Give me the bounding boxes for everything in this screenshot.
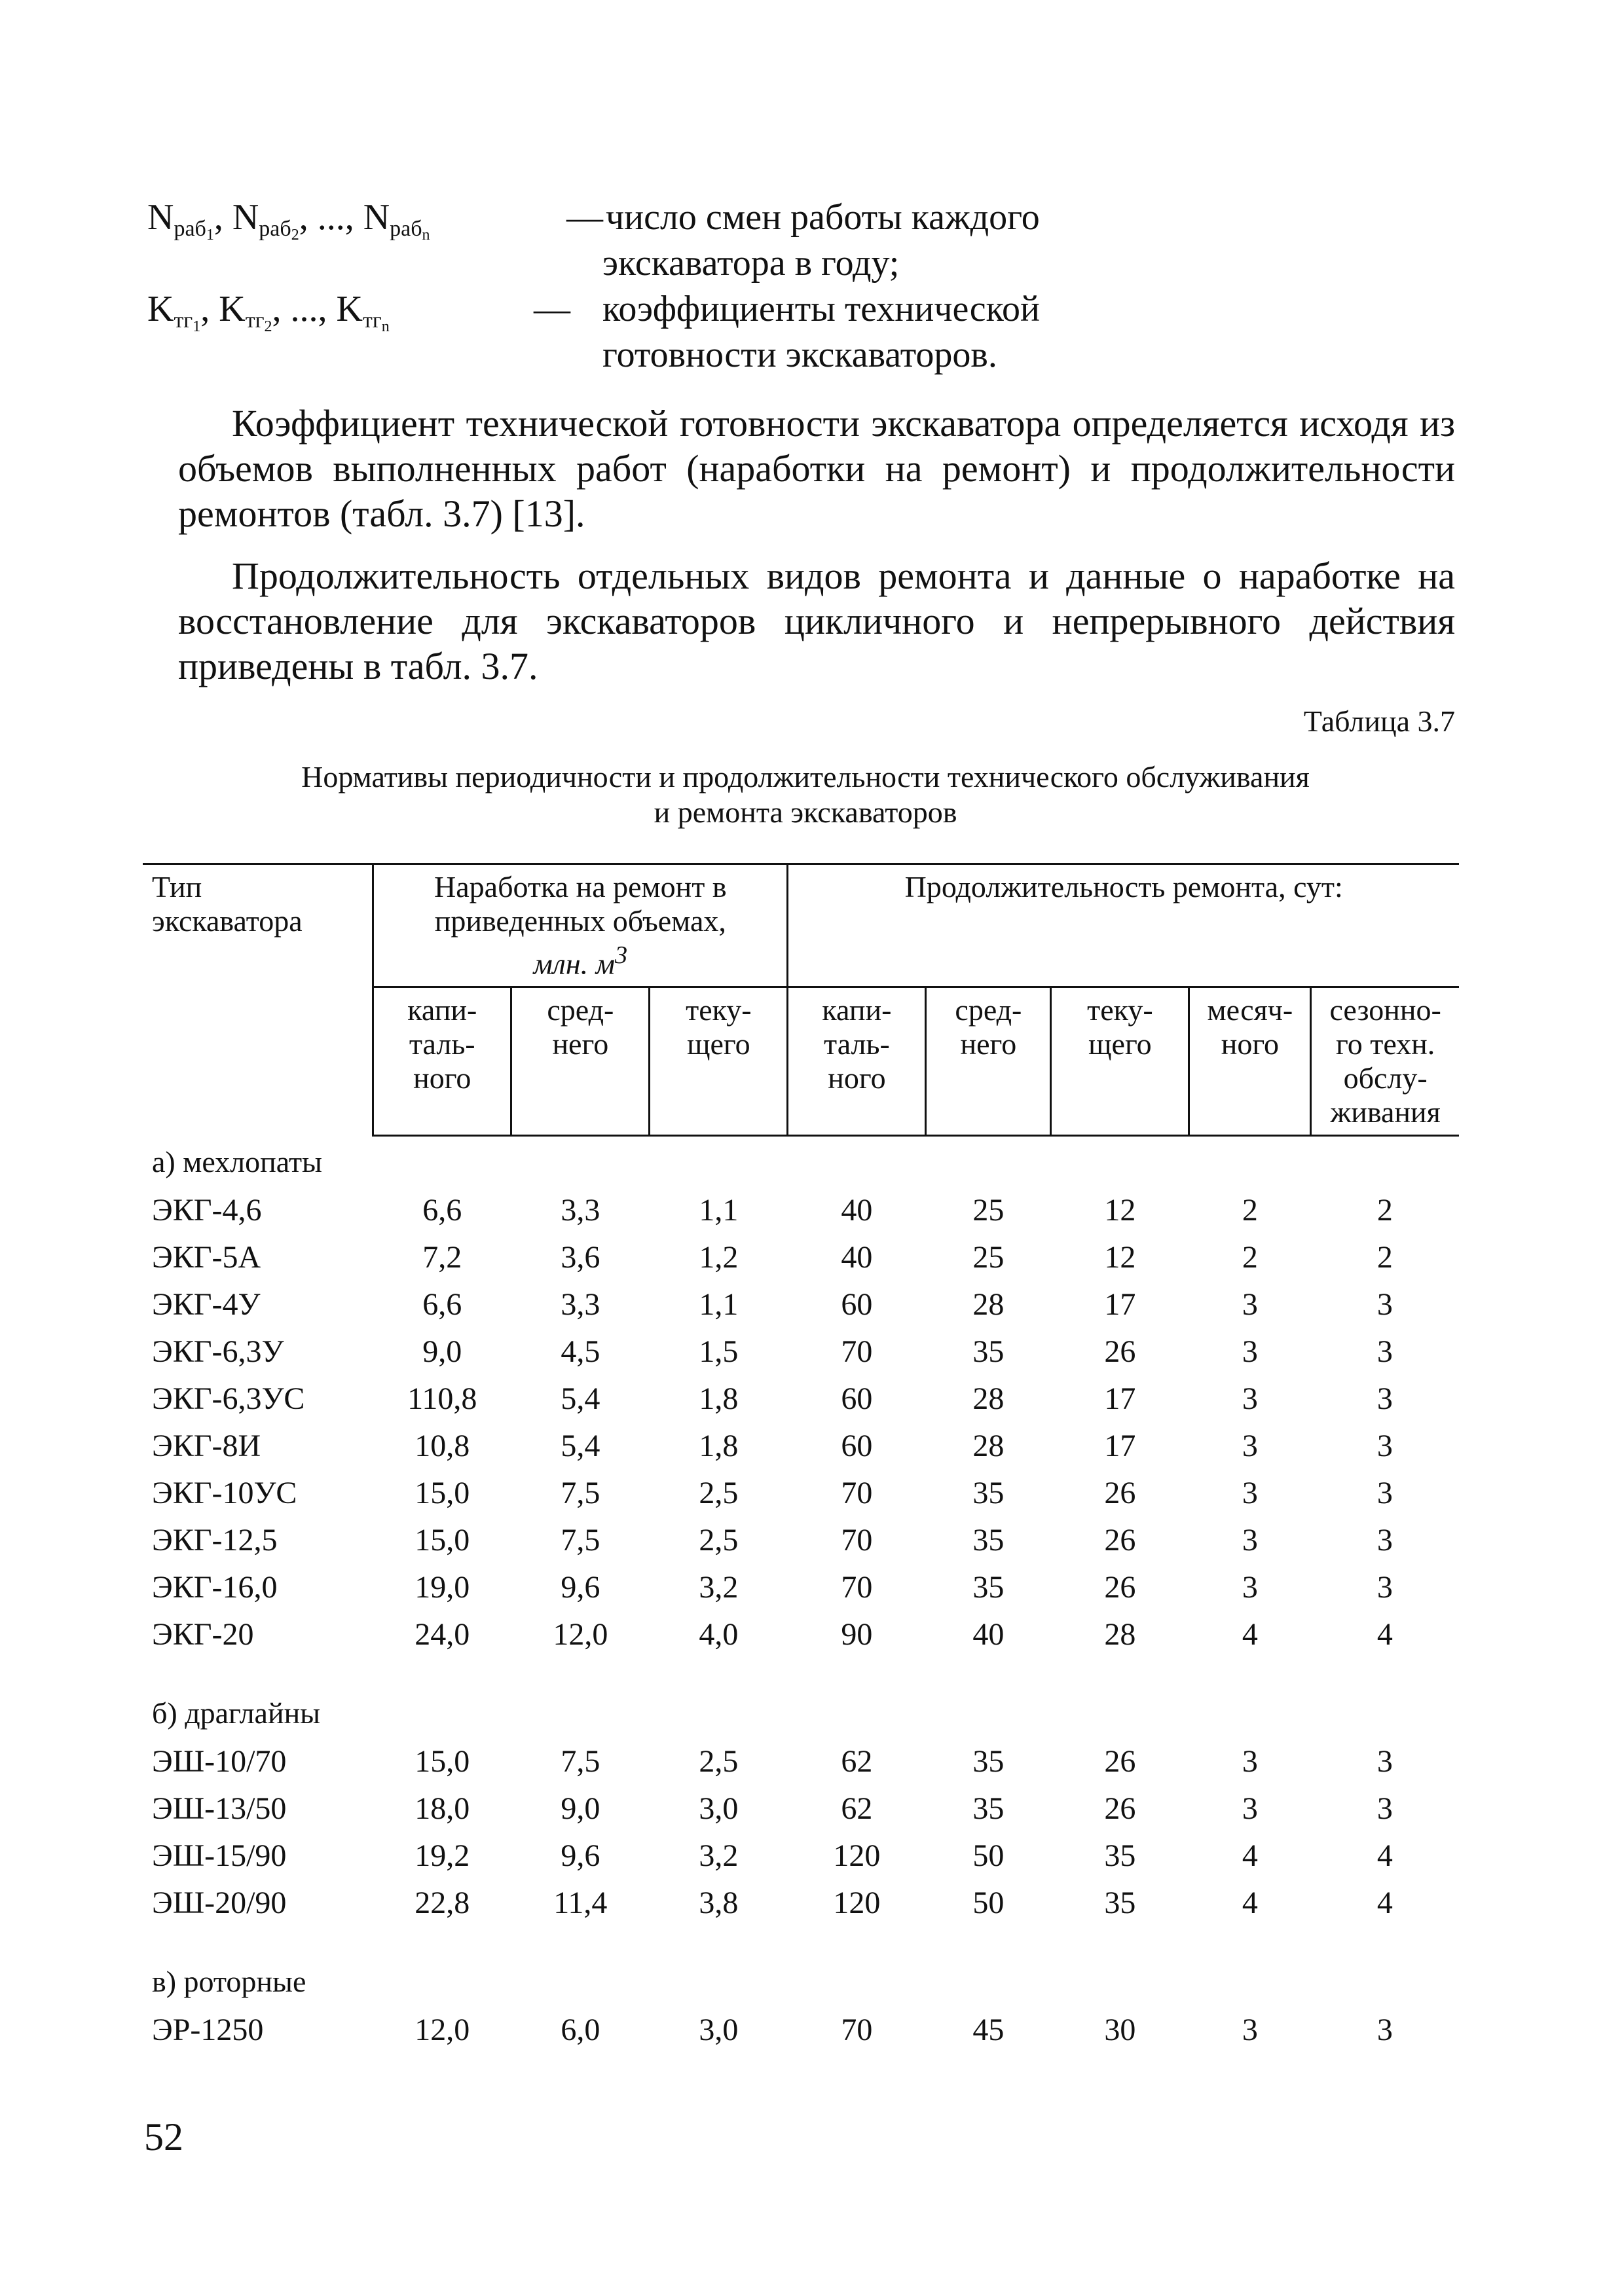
table-cell: 18,0: [415, 1791, 470, 1826]
table-cell: 50: [972, 1838, 1005, 1873]
table-cell: 6,0: [561, 2012, 600, 2047]
table-row: [143, 1611, 1459, 1658]
table-cell: 70: [841, 1334, 873, 1369]
definition-row-n: [147, 196, 1457, 242]
header-group-operating-time: Наработка на ремонт в приведенных объемах, млн. $м^3$: [373, 864, 788, 987]
table-row: [143, 1281, 1459, 1328]
table-cell: 2,5: [699, 1743, 739, 1779]
excavator-type: ЭШ-13/50: [152, 1791, 287, 1826]
excavator-type: ЭР-1250: [152, 2012, 264, 2047]
table-cell: 9,0: [561, 1791, 600, 1826]
table-cell: 4,0: [699, 1616, 739, 1652]
table-cell: 1,1: [699, 1286, 739, 1322]
table-cell: 3: [1242, 1522, 1258, 1558]
header-monthly: месяч- ного: [1189, 987, 1311, 1136]
table-cell: 12: [1104, 1192, 1136, 1228]
table-cell: 60: [841, 1428, 873, 1463]
table-cell: 1,2: [699, 1239, 739, 1275]
definition-symbols: $K_{тг_1}$, $K_{тг_2}$, ..., $K_{тг_n}$: [147, 289, 390, 335]
excavator-type: ЭШ-15/90: [152, 1838, 287, 1873]
table-cell: 19,0: [415, 1569, 470, 1605]
table-row: [143, 1233, 1459, 1281]
table-cell: 3: [1242, 1791, 1258, 1826]
table-cell: 35: [972, 1743, 1005, 1779]
excavator-type: ЭКГ-4У: [152, 1286, 261, 1322]
table-row: [143, 1186, 1459, 1233]
excavator-type: ЭКГ-16,0: [152, 1569, 278, 1605]
table-cell: 6,6: [422, 1192, 462, 1228]
table-cell: 5,4: [561, 1381, 600, 1416]
table-cell: 4: [1242, 1616, 1258, 1652]
table-cell: 70: [841, 1522, 873, 1558]
table-cell: 12,0: [553, 1616, 608, 1652]
table-cell: 28: [1104, 1616, 1136, 1652]
table-cell: 3,6: [561, 1239, 600, 1275]
definition-symbols: $N_{раб_1}$, $N_{раб_2}$, ..., $N_{раб_n}$: [147, 197, 430, 244]
definition-dash: —: [566, 197, 603, 238]
table-cell: 3: [1242, 1743, 1258, 1779]
paragraph-1: Коэффициент технической готовности экскаватора определяется исходя из объемов выполненных работ (наработки на ремонт) и продолжительности ремонтов (табл. 3.7) [13].: [178, 402, 1455, 535]
table-cell: 4: [1376, 1885, 1393, 1920]
group-spacer: [143, 1926, 1459, 1956]
table-cell: 9,6: [561, 1838, 600, 1873]
table-cell: 25: [972, 1239, 1005, 1275]
table-cell: 110,8: [407, 1381, 477, 1416]
table-cell: 50: [972, 1885, 1005, 1920]
table-cell: 7,5: [561, 1522, 600, 1558]
group-label: б) драглайны: [152, 1696, 321, 1730]
table-cell: 15,0: [415, 1475, 470, 1510]
table-cell: 3: [1376, 1428, 1393, 1463]
excavator-type: ЭКГ-12,5: [152, 1522, 278, 1558]
table-row: [143, 1832, 1459, 1879]
definition-text: число смен работы каждого: [606, 197, 1040, 238]
table-cell: 4: [1376, 1838, 1393, 1873]
table-cell: 3: [1376, 1791, 1393, 1826]
header-type: Тип экскаватора: [143, 864, 373, 1136]
table-cell: 60: [841, 1286, 873, 1322]
header-medium: сред- него: [511, 987, 650, 1136]
table-cell: 4: [1242, 1885, 1258, 1920]
table-cell: 4: [1376, 1616, 1393, 1652]
table-cell: 5,4: [561, 1428, 600, 1463]
table-cell: 26: [1104, 1569, 1136, 1605]
table-cell: 90: [841, 1616, 873, 1652]
table-title-line-2: и ремонта экскаваторов: [654, 795, 957, 829]
header-medium-duration: сред- него: [926, 987, 1051, 1136]
excavator-type: ЭШ-20/90: [152, 1885, 287, 1920]
table-cell: 1,8: [699, 1428, 739, 1463]
table-cell: 17: [1104, 1428, 1136, 1463]
table-cell: 9,6: [561, 1569, 600, 1605]
table-row: [143, 1516, 1459, 1563]
table-cell: 7,2: [422, 1239, 462, 1275]
group-spacer: [143, 1658, 1459, 1688]
table-cell: 11,4: [553, 1885, 608, 1920]
table-cell: 62: [841, 1743, 873, 1779]
header-capital-duration: капи- таль- ного: [788, 987, 926, 1136]
table-body: [143, 1136, 1459, 2054]
table-cell: 7,5: [561, 1743, 600, 1779]
table-cell: 12,0: [415, 2012, 470, 2047]
table-cell: 70: [841, 1475, 873, 1510]
table-cell: 26: [1104, 1475, 1136, 1510]
table-cell: 35: [972, 1791, 1005, 1826]
table-cell: 15,0: [415, 1522, 470, 1558]
table-row: [143, 1328, 1459, 1375]
definition-row-k: [147, 288, 1457, 334]
header-seasonal: сезонно- го техн. обслу- живания: [1311, 987, 1459, 1136]
table-cell: 26: [1104, 1743, 1136, 1779]
table-cell: 1,5: [699, 1334, 739, 1369]
table-cell: 3: [1376, 1334, 1393, 1369]
table-cell: 15,0: [415, 1743, 470, 1779]
table-cell: 70: [841, 1569, 873, 1605]
excavator-type: ЭШ-10/70: [152, 1743, 287, 1779]
table-cell: 6,6: [422, 1286, 462, 1322]
table-number: Таблица 3.7: [1303, 704, 1455, 738]
header-capital: капи- таль- ного: [373, 987, 511, 1136]
excavator-type: ЭКГ-6,3У: [152, 1334, 284, 1369]
table-cell: 1,1: [699, 1192, 739, 1228]
table-row: [143, 1563, 1459, 1611]
table-cell: 120: [833, 1885, 881, 1920]
table-title: [151, 759, 1460, 830]
table-cell: 3: [1376, 1569, 1393, 1605]
group-header-row: [143, 1688, 1459, 1738]
table-cell: 9,0: [422, 1334, 462, 1369]
table-cell: 3: [1242, 1334, 1258, 1369]
table-cell: 3: [1376, 1381, 1393, 1416]
table-cell: 26: [1104, 1522, 1136, 1558]
table-cell: 3,2: [699, 1838, 739, 1873]
table-cell: 3,3: [561, 1286, 600, 1322]
excavator-type: ЭКГ-5А: [152, 1239, 261, 1275]
table-cell: 28: [972, 1428, 1005, 1463]
table-row: [143, 1375, 1459, 1422]
definition-text: коэффициенты технической: [602, 289, 1040, 329]
excavator-type: ЭКГ-10УС: [152, 1475, 297, 1510]
table-cell: 2,5: [699, 1522, 739, 1558]
table-cell: 2: [1376, 1192, 1393, 1228]
header-current: теку- щего: [650, 987, 788, 1136]
table-cell: 60: [841, 1381, 873, 1416]
table-cell: 3: [1242, 1286, 1258, 1322]
table-cell: 62: [841, 1791, 873, 1826]
table-cell: 3,3: [561, 1192, 600, 1228]
table-cell: 25: [972, 1192, 1005, 1228]
table-row: [143, 1738, 1459, 1785]
table-cell: 26: [1104, 1791, 1136, 1826]
group-label: в) роторные: [152, 1964, 306, 1998]
table-cell: 19,2: [415, 1838, 470, 1873]
table-cell: 3: [1376, 1522, 1393, 1558]
table-cell: 3,2: [699, 1569, 739, 1605]
group-header-row: [143, 1136, 1459, 1187]
table-cell: 3,0: [699, 2012, 739, 2047]
maintenance-table: [143, 863, 1459, 2053]
table-cell: 3: [1376, 1475, 1393, 1510]
table-cell: 45: [972, 2012, 1005, 2047]
header-current-duration: теку- щего: [1051, 987, 1189, 1136]
table-cell: 3: [1242, 2012, 1258, 2047]
table-row: [143, 1879, 1459, 1926]
table-cell: 40: [841, 1192, 873, 1228]
table-cell: 24,0: [415, 1616, 470, 1652]
table-cell: 40: [841, 1239, 873, 1275]
group-label: а) мехлопаты: [152, 1144, 322, 1178]
table-cell: 120: [833, 1838, 881, 1873]
definitions-block: [147, 196, 1457, 380]
table-cell: 7,5: [561, 1475, 600, 1510]
definition-continuation: экскаватора в году;: [602, 243, 900, 283]
table-row: [143, 1469, 1459, 1516]
group-header-row: [143, 1956, 1459, 2006]
excavator-type: ЭКГ-20: [152, 1616, 254, 1652]
table-cell: 35: [972, 1334, 1005, 1369]
table-cell: 2,5: [699, 1475, 739, 1510]
table-row: [143, 1422, 1459, 1469]
table-cell: 28: [972, 1286, 1005, 1322]
table-row: [143, 2006, 1459, 2053]
table-cell: 35: [972, 1569, 1005, 1605]
table-cell: 35: [972, 1475, 1005, 1510]
excavator-type: ЭКГ-4,6: [152, 1192, 262, 1228]
table-cell: 17: [1104, 1286, 1136, 1322]
definition-continuation: готовности экскаваторов.: [602, 335, 997, 375]
table-cell: 3,0: [699, 1791, 739, 1826]
table-cell: 3: [1242, 1475, 1258, 1510]
table-cell: 40: [972, 1616, 1005, 1652]
header-group-repair-duration: Продолжительность ремонта, сут:: [788, 864, 1459, 987]
table-cell: 12: [1104, 1239, 1136, 1275]
paragraph-2: Продолжительность отдельных видов ремонта и данные о наработке на восстановление для экскаваторов цикличного и непрерывного действия приведены в табл. 3.7.: [178, 555, 1455, 687]
table-cell: 17: [1104, 1381, 1136, 1416]
table-row: [143, 1785, 1459, 1832]
table-cell: 35: [1104, 1885, 1136, 1920]
table-cell: 2: [1376, 1239, 1393, 1275]
table-cell: 10,8: [415, 1428, 470, 1463]
table-cell: 28: [972, 1381, 1005, 1416]
table-cell: 3: [1242, 1428, 1258, 1463]
table-title-line-1: Нормативы периодичности и продолжительности технического обслуживания: [301, 760, 1310, 793]
page-number: 52: [144, 2115, 183, 2159]
table-cell: 2: [1242, 1239, 1258, 1275]
table-cell: 2: [1242, 1192, 1258, 1228]
table-cell: 35: [972, 1522, 1005, 1558]
table-cell: 30: [1104, 2012, 1136, 2047]
table-cell: 1,8: [699, 1381, 739, 1416]
table-cell: 35: [1104, 1838, 1136, 1873]
excavator-type: ЭКГ-6,3УС: [152, 1381, 305, 1416]
excavator-type: ЭКГ-8И: [152, 1428, 261, 1463]
definition-dash: —: [534, 289, 570, 329]
table-cell: 70: [841, 2012, 873, 2047]
table-cell: 3: [1376, 2012, 1393, 2047]
table-cell: 4,5: [561, 1334, 600, 1369]
table-cell: 3: [1242, 1381, 1258, 1416]
table-cell: 3,8: [699, 1885, 739, 1920]
table-cell: 26: [1104, 1334, 1136, 1369]
table-cell: 3: [1376, 1743, 1393, 1779]
table-cell: 22,8: [415, 1885, 470, 1920]
table-cell: 3: [1242, 1569, 1258, 1605]
table-cell: 3: [1376, 1286, 1393, 1322]
table-cell: 4: [1242, 1838, 1258, 1873]
